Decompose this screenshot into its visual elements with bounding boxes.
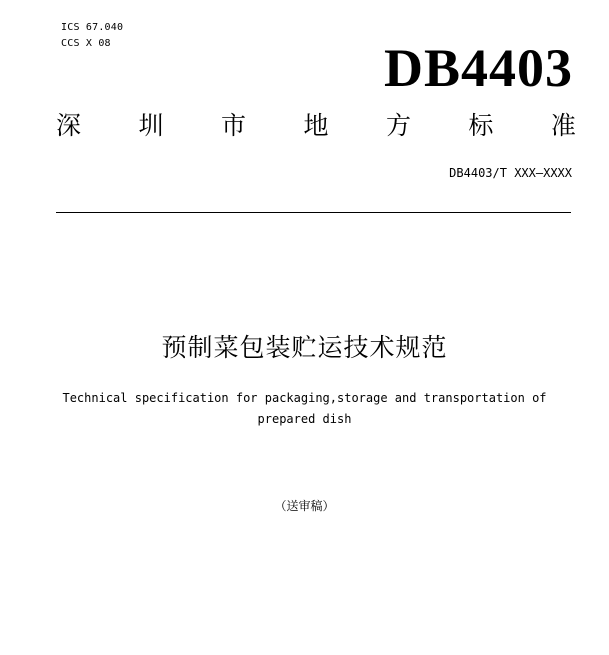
issuer-char: 深 — [56, 111, 82, 140]
issuer-char: 圳 — [138, 111, 164, 140]
ccs-code: CCS X 08 — [61, 38, 111, 49]
header-divider — [56, 212, 571, 213]
classification-codes — [61, 20, 123, 52]
issuer-char: 方 — [385, 111, 411, 140]
issuer-char: 标 — [468, 111, 494, 140]
issuer-title — [56, 108, 576, 144]
document-number: DB4403/T XXX—XXXX — [449, 166, 572, 180]
chinese-title: 预制菜包装贮运技术规范 — [161, 333, 448, 362]
draft-status: （送审稿） — [274, 499, 335, 513]
standard-code: DB4403 — [383, 38, 573, 98]
ics-code: ICS 67.040 — [61, 22, 124, 33]
issuer-char: 地 — [303, 111, 329, 140]
issuer-char: 市 — [220, 111, 246, 140]
issuer-char: 准 — [550, 111, 576, 140]
english-title: Technical specification for packaging,storage and transportation of prepared dish — [62, 391, 547, 426]
